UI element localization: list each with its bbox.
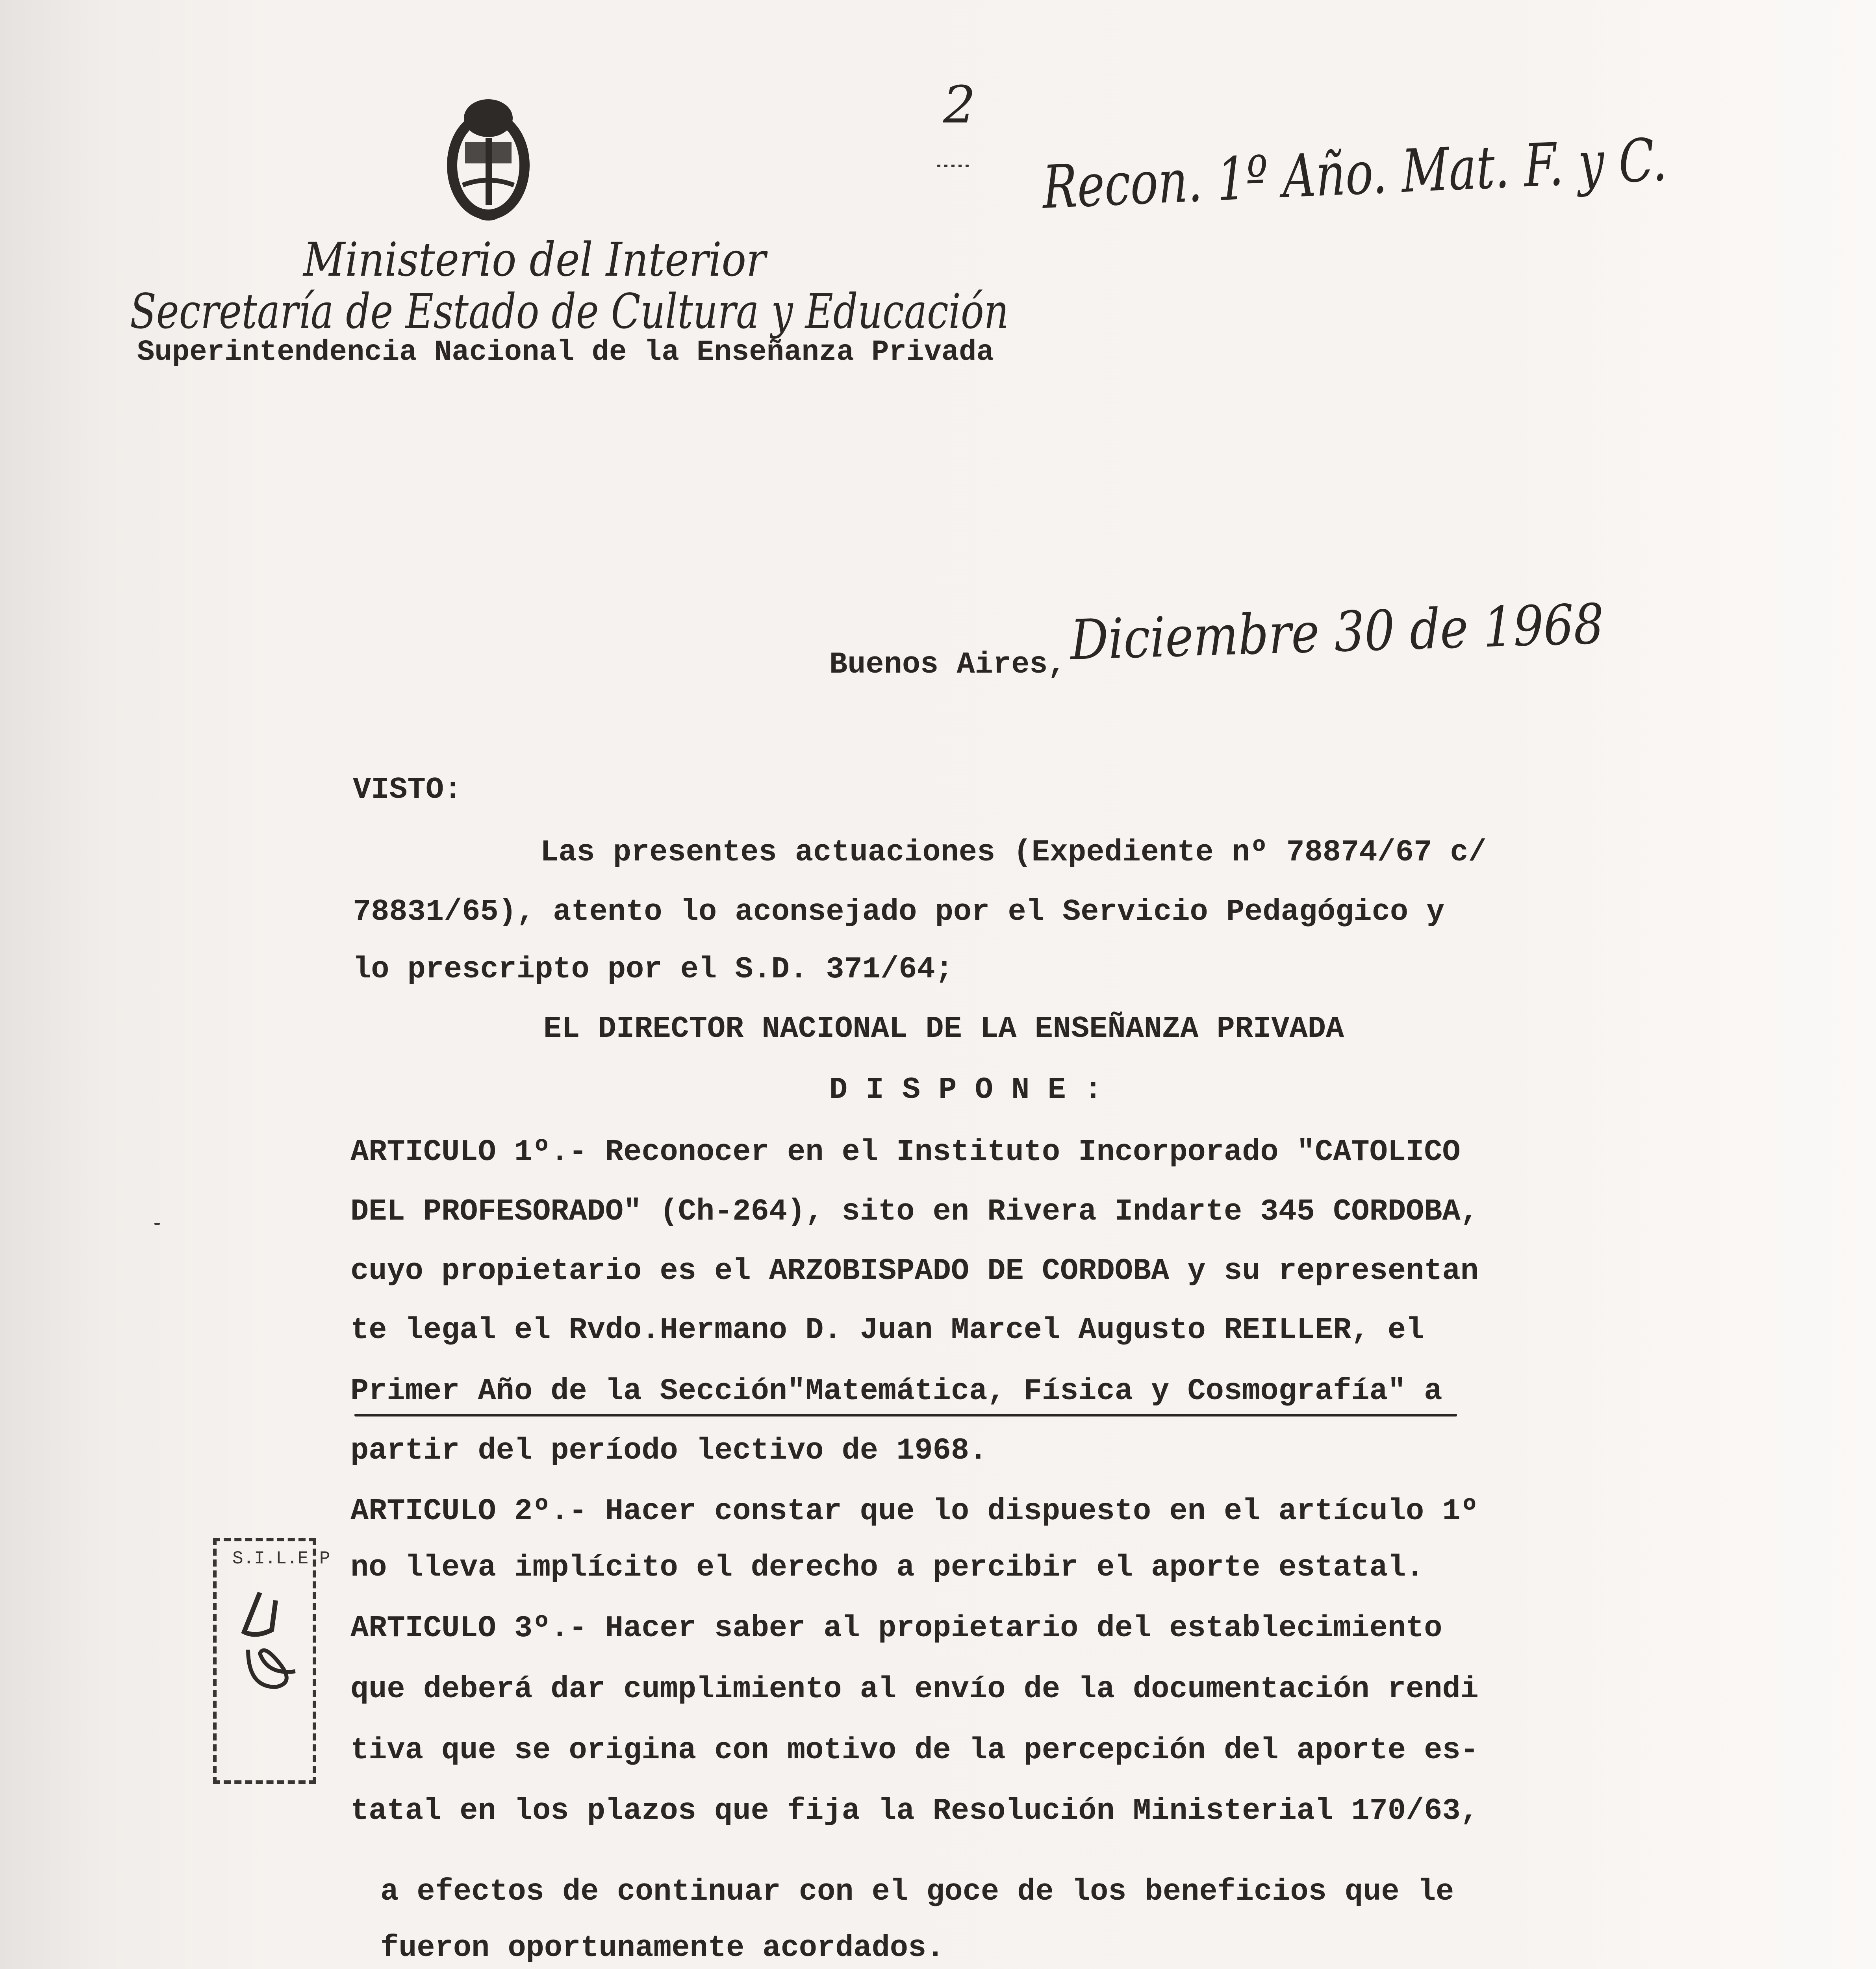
article-line: DEL PROFESORADO" (Ch-264), sito en Rivera Indarte 345 CORDOBA, [350,1195,1479,1229]
article-line: tatal en los plazos que fija la Resolución Ministerial 170/63, [350,1794,1479,1828]
secretariat-name: Secretaría de Estado de Cultura y Educación [130,284,1009,339]
article-line: tiva que se origina con motivo de la percepción del aporte es- [350,1734,1479,1768]
margin-mark [154,1223,160,1225]
article-line: Primer Año de la Sección"Matemática, Física y Cosmografía" a [350,1374,1442,1409]
article-line: ARTICULO 3º.- Hacer saber al propietario del establecimiento [350,1611,1442,1646]
stamp-label: S.I.L.E.P [232,1548,330,1569]
page-number: 2 [943,75,976,135]
article-line: ARTICULO 2º.- Hacer constar que lo dispuesto en el artículo 1º [350,1494,1479,1529]
article-line: partir del período lectivo de 1968. [350,1434,988,1468]
article-line: no lleva implícito el derecho a percibir el aporte estatal. [350,1551,1424,1585]
visto-line: 78831/65), atento lo aconsejado por el Servicio Pedagógico y [353,895,1445,929]
date-place: Buenos Aires, [829,648,1066,682]
handwritten-date: Diciembre 30 de 1968 [1070,592,1605,673]
handwritten-underline [354,1414,1457,1416]
article-line: te legal el Rvdo.Hermano D. Juan Marcel Augusto REILLER, el [350,1313,1424,1348]
coat-of-arms-icon [447,95,530,221]
handwritten-note: Recon. 1º Año. Mat. F. y C. [1042,126,1668,222]
dispone-heading: D I S P O N E : [829,1073,1103,1107]
superintendency-name: Superintendencia Nacional de la Enseñanza Privada [137,336,994,369]
ministry-name: Ministerio del Interior [303,232,766,287]
article-line: a efectos de continuar con el goce de los beneficios que le [380,1875,1454,1909]
article-line: cuyo propietario es el ARZOBISPADO DE CORDOBA y su representan [350,1254,1479,1289]
article-line: fueron oportunamente acordados. [380,1931,945,1965]
visto-heading: VISTO: [353,773,462,807]
registry-stamp [213,1538,330,1784]
authority-heading: EL DIRECTOR NACIONAL DE LA ENSEÑANZA PRIVADA [543,1012,1344,1046]
visto-line: lo prescripto por el S.D. 371/64; [353,953,953,987]
dotted-mark [937,165,969,167]
visto-line: Las presentes actuaciones (Expediente nº 78874/67 c/ [540,836,1487,870]
article-line: ARTICULO 1º.- Reconocer en el Instituto Incorporado "CATOLICO [350,1135,1461,1170]
initials-signature-icon [232,1585,303,1715]
article-line: que deberá dar cumplimiento al envío de la documentación rendi [350,1672,1479,1707]
